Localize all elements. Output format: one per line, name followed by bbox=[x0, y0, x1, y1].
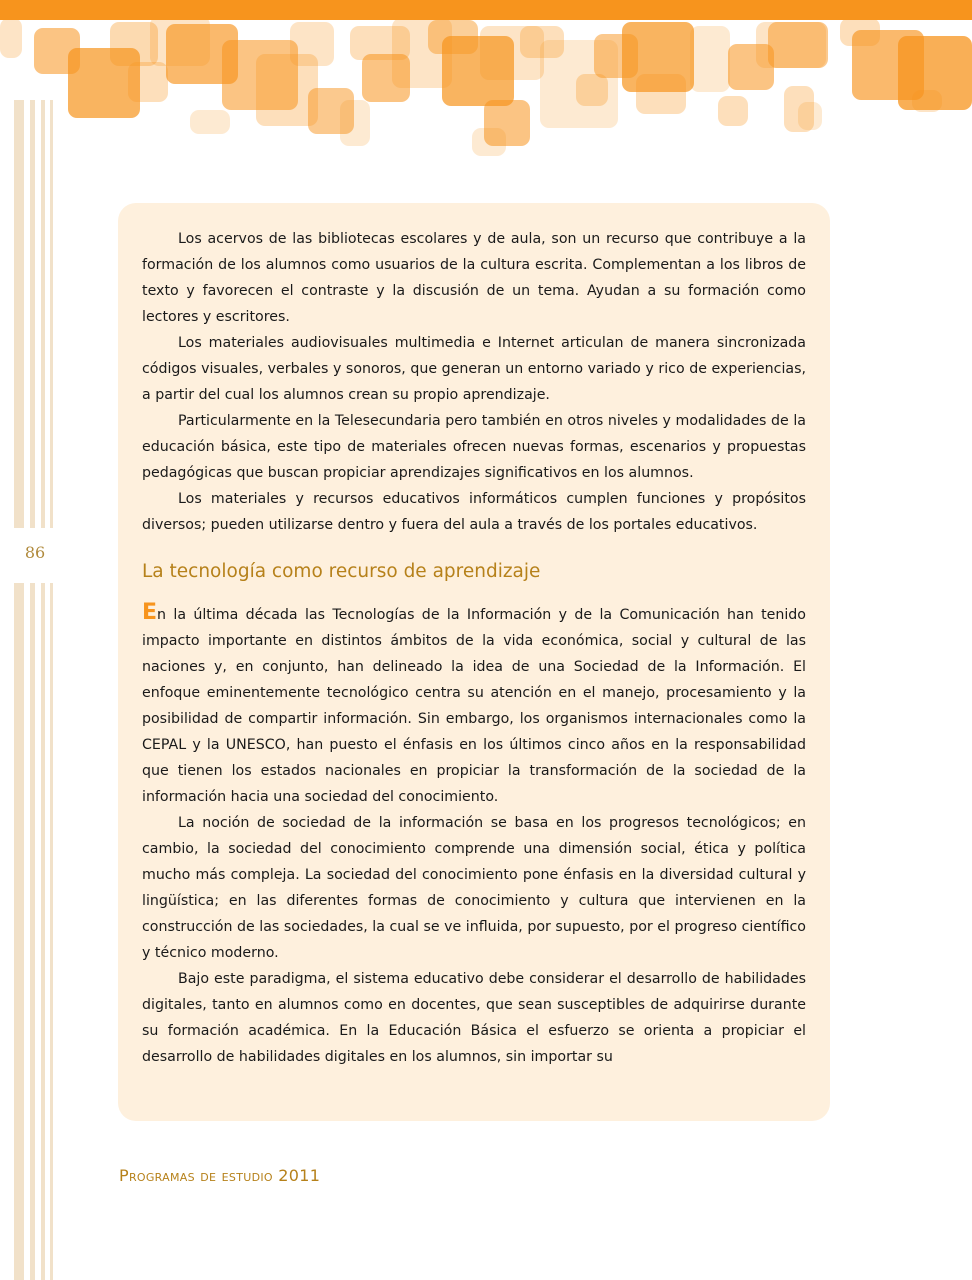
stripe bbox=[50, 100, 53, 1280]
decorative-tile bbox=[912, 90, 942, 112]
decorative-tile bbox=[340, 100, 370, 146]
decorative-tile bbox=[636, 74, 686, 114]
paragraph-text: n la última década las Tecnologías de la Información y de la Comunicación han tenido impacto importante en distintos ámbitos de la vida económica, social y cultural de las naciones y, en conjunto, han delineado la idea de una Sociedad de la Información. El enfoque eminentemente tecnológico centra su atención en el manejo, procesamiento y la posibilidad de compartir información. Sin embargo, los organismos internacionales como la CEPAL y la UNESCO, han puesto el énfasis en los últimos cinco años en la responsabilidad que tienen los estados nacionales en propiciar la transformación de la sociedad de la información hacia una sociedad del conocimiento. bbox=[142, 607, 806, 805]
paragraph: Los acervos de las bibliotecas escolares y de aula, son un recurso que contribuye a la formación de los alumnos como usuarios de la cultura escrita. Complementan a los libros de texto y favorecen el contraste y la discusión de un tema. Ayudan a su formación como lectores y escritores. bbox=[142, 231, 806, 325]
decorative-tile bbox=[128, 62, 168, 102]
paragraph: Bajo este paradigma, el sistema educativo debe considerar el desarrollo de habilidades digitales, tanto en alumnos como en docentes, que sean susceptibles de adquirirse durante su formación académica. En la Educación Básica el esfuerzo se orienta a propiciar el desarrollo de habilidades digitales en los alumnos, sin importar su bbox=[142, 971, 806, 1065]
paragraph: Los materiales y recursos educativos informáticos cumplen funciones y propósitos diversos; pueden utilizarse dentro y fuera del aula a través de los portales educativos. bbox=[142, 491, 806, 533]
header-decoration bbox=[0, 0, 972, 165]
decorative-tile bbox=[690, 26, 730, 92]
page-content bbox=[142, 226, 806, 1070]
paragraph: Particularmente en la Telesecundaria pero también en otros niveles y modalidades de la educación básica, este tipo de materiales ofrecen nuevas formas, escenarios y propuestas pedagógicas que buscan propiciar aprendizajes significativos en los alumnos. bbox=[142, 413, 806, 481]
stripe bbox=[30, 100, 35, 1280]
section-heading: La tecnología como recurso de aprendizaje bbox=[142, 561, 541, 582]
stripe bbox=[14, 100, 24, 1280]
paragraph-with-dropcap bbox=[142, 602, 806, 810]
paragraph: Los materiales audiovisuales multimedia e Internet articulan de manera sincronizada códigos visuales, verbales y sonoros, que generan un entorno variado y rico de experiencias, a partir del cual los alumnos crean su propio aprendizaje. bbox=[142, 335, 806, 403]
page-number: 86 bbox=[24, 543, 46, 562]
decorative-tile bbox=[290, 22, 334, 66]
footer-title: Programas de estudio bbox=[119, 1166, 273, 1185]
footer bbox=[119, 1166, 320, 1185]
left-margin-stripes bbox=[0, 0, 60, 1280]
paragraph: La noción de sociedad de la información se basa en los progresos tecnológicos; en cambio, la sociedad del conocimiento comprende una dimensión social, ética y política mucho más compleja. La sociedad del conocimiento pone énfasis en la diversidad cultural y lingüística; en las diferentes formas de conocimiento y cultura que intervienen en la construcción de las sociedades, la cual se ve influida, por supuesto, por el progreso científico y técnico moderno. bbox=[142, 815, 806, 961]
decorative-tile bbox=[190, 110, 230, 134]
decorative-tile bbox=[768, 22, 828, 68]
decorative-tile bbox=[576, 74, 608, 106]
stripe bbox=[41, 100, 45, 1280]
footer-year: 2011 bbox=[278, 1166, 321, 1185]
decorative-tile bbox=[472, 128, 506, 156]
decorative-tile bbox=[718, 96, 748, 126]
drop-cap: E bbox=[142, 600, 158, 625]
decorative-tile bbox=[798, 102, 822, 130]
header-orange-bar bbox=[0, 0, 972, 20]
